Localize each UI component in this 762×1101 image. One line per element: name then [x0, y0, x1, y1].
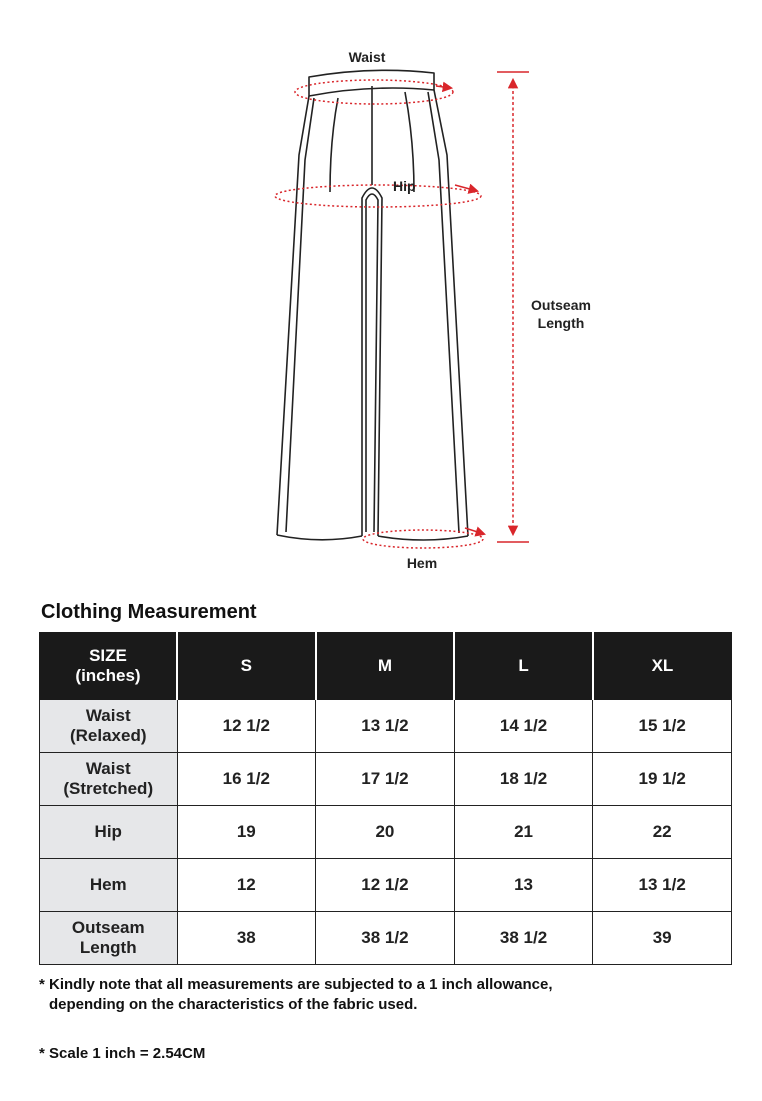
table-cell: 15 1/2	[593, 700, 732, 753]
allowance-note: * Kindly note that all measurements are subjected to a 1 inch allowance,	[39, 976, 553, 993]
hem-label: Hem	[406, 555, 438, 571]
size-header-line1: SIZE	[89, 646, 127, 665]
table-cell: 13	[454, 859, 593, 912]
table-cell: 38 1/2	[316, 912, 455, 965]
size-col-s: S	[177, 633, 316, 700]
table-row	[40, 912, 732, 965]
table-row	[40, 806, 732, 859]
allowance-note-continued: depending on the characteristics of the fabric used.	[49, 996, 418, 1013]
outseam-label-line1: Outseam	[531, 297, 591, 313]
size-col-xl: XL	[593, 633, 732, 700]
table-row	[40, 700, 732, 753]
table-cell: 38 1/2	[454, 912, 593, 965]
table-cell: 12 1/2	[316, 859, 455, 912]
size-header-line2: (inches)	[75, 666, 141, 685]
table-cell: 19	[177, 806, 316, 859]
table-cell: 17 1/2	[316, 753, 455, 806]
table-row	[40, 859, 732, 912]
table-cell: 39	[593, 912, 732, 965]
row-label: Waist (Stretched)	[40, 753, 178, 806]
table-cell: 13 1/2	[316, 700, 455, 753]
waist-label: Waist	[348, 49, 386, 65]
table-cell: 16 1/2	[177, 753, 316, 806]
table-cell: 14 1/2	[454, 700, 593, 753]
table-cell: 21	[454, 806, 593, 859]
table-cell: 18 1/2	[454, 753, 593, 806]
table-row	[40, 753, 732, 806]
hem-measure	[363, 528, 484, 548]
table-cell: 38	[177, 912, 316, 965]
size-header	[40, 633, 178, 700]
outseam-label-line2: Length	[537, 315, 585, 331]
row-label: Outseam Length	[40, 912, 178, 965]
table-cell: 12	[177, 859, 316, 912]
section-title: Clothing Measurement	[41, 601, 257, 623]
row-label: Hip	[40, 806, 178, 859]
size-table	[39, 632, 732, 965]
size-col-l: L	[454, 633, 593, 700]
table-header-row	[40, 633, 732, 700]
row-label: Waist (Relaxed)	[40, 700, 178, 753]
table-cell: 20	[316, 806, 455, 859]
scale-note: * Scale 1 inch = 2.54CM	[39, 1045, 206, 1062]
table-cell: 22	[593, 806, 732, 859]
table-cell: 13 1/2	[593, 859, 732, 912]
table-cell: 12 1/2	[177, 700, 316, 753]
row-label: Hem	[40, 859, 178, 912]
size-col-m: M	[316, 633, 455, 700]
table-cell: 19 1/2	[593, 753, 732, 806]
outseam-measure	[497, 72, 529, 542]
hip-label: Hip	[393, 178, 416, 194]
pants-outline	[277, 70, 468, 540]
